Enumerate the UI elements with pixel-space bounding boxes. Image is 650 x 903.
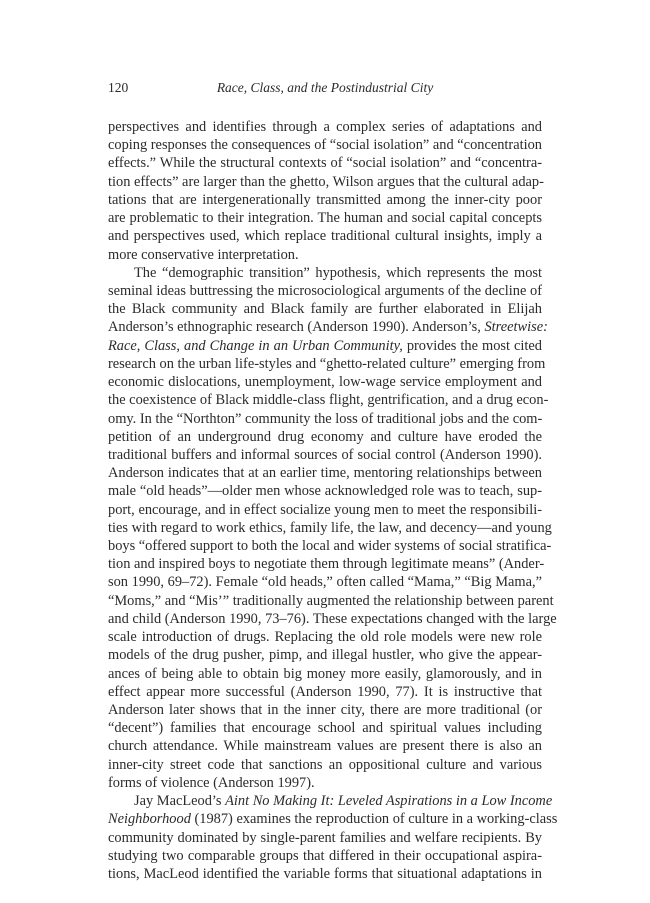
- body-text: [108, 118, 558, 883]
- text-line: inner-city street code that sanctions an oppositional culture and various: [108, 756, 542, 773]
- text-line: “Moms,” and “Mis’” traditionally augmented the relationship between parent: [108, 592, 554, 609]
- text-line: are problematic to their integration. The human and social capital concepts: [108, 210, 542, 227]
- running-head: Race, Class, and the Postindustrial City: [216, 80, 434, 95]
- text-line: son 1990, 69–72). Female “old heads,” often called “Mama,” “Big Mama,”: [108, 574, 542, 591]
- text-line: the coexistence of Black middle-class flight, gentrification, and a drug econ-: [108, 392, 549, 409]
- text-line: [108, 792, 553, 810]
- text-line: scale introduction of drugs. Replacing the old role models were new role: [108, 629, 542, 646]
- italic-title: Streetwise:: [484, 319, 548, 336]
- text-line: studying two comparable groups that differed in their occupational aspira-: [108, 847, 542, 864]
- page-number: 120: [108, 80, 129, 95]
- text-line: tion effects” are larger than the ghetto, Wilson argues that the cultural adap-: [108, 173, 544, 190]
- text-line: traditional buffers and informal sources of social control (Anderson 1990).: [108, 446, 542, 463]
- text-line: Anderson later shows that in the inner city, there are more traditional (or: [108, 702, 542, 718]
- italic-title: Aint No Making It: Leveled Aspirations in a Low Income: [225, 793, 553, 810]
- text-segment: Jay MacLeod’s: [134, 793, 226, 810]
- text-line: more conservative interpretation.: [108, 246, 299, 263]
- text-line: the Black community and Black family are further elaborated in Elijah: [108, 301, 542, 318]
- text-segment: Anderson’s ethnographic research (Anderson 1990). Anderson’s,: [108, 319, 485, 336]
- text-line: ties with regard to work ethics, family life, the law, and decency—and young: [108, 519, 552, 536]
- text-line: effect appear more successful (Anderson 1990, 77). It is instructive that: [108, 683, 542, 700]
- text-line: tations that are intergenerationally transmitted among the inner-city poor: [108, 191, 542, 208]
- text-line: research on the urban life-styles and “ghetto-related culture” emerging from: [108, 355, 546, 372]
- text-line: effects.” While the structural contexts of “social isolation” and “concentra-: [108, 155, 542, 172]
- text-line: [108, 337, 542, 355]
- text-line: and perspectives used, which replace traditional cultural insights, imply a: [108, 228, 542, 245]
- text-line: economic dislocations, unemployment, low-wage service employment and: [108, 374, 542, 391]
- text-line: seminal ideas buttressing the microsociological arguments of the decline of: [108, 282, 542, 299]
- text-line: [108, 810, 558, 828]
- text-line: forms of violence (Anderson 1997).: [108, 774, 315, 791]
- text-line: boys “offered support to both the local and wider systems of social stratifica-: [108, 538, 552, 555]
- text-segment: provides the most cited: [402, 337, 542, 354]
- italic-title: Race, Class, and Change in an Urban Community,: [108, 337, 403, 354]
- text-line: models of the drug pusher, pimp, and illegal hustler, who give the appear-: [108, 647, 542, 664]
- text-line: tions, MacLeod identified the variable forms that situational adaptations in: [108, 865, 542, 882]
- text-line: tion and inspired boys to negotiate them through legitimate means” (Ander-: [108, 556, 545, 573]
- text-line: church attendance. While mainstream values are present there is also an: [108, 738, 542, 755]
- text-line: male “old heads”—older men whose acknowledged role was to teach, sup-: [108, 483, 542, 500]
- text-line: “decent”) families that encourage school and spiritual values including: [108, 720, 542, 737]
- text-line: omy. In the “Northton” community the loss of traditional jobs and the com-: [108, 410, 543, 427]
- text-line: Anderson indicates that at an earlier time, mentoring relationships between: [108, 465, 542, 482]
- text-line: [108, 318, 548, 336]
- text-line: port, encourage, and in effect socialize young men to meet the responsibili-: [108, 501, 542, 518]
- text-line: perspectives and identifies through a complex series of adaptations and: [108, 119, 542, 135]
- text-line: community dominated by single-parent families and welfare recipients. By: [108, 829, 542, 846]
- text-line: coping responses the consequences of “social isolation” and “concentration: [108, 137, 542, 154]
- italic-title: Neighborhood: [108, 811, 191, 828]
- text-segment: (1987) examines the reproduction of culture in a working-class: [190, 811, 558, 828]
- text-line: ances of being able to obtain big money more easily, glamorously, and in: [108, 665, 542, 682]
- text-line: The “demographic transition” hypothesis, which represents the most: [134, 264, 542, 281]
- text-line: petition of an underground drug economy and culture have eroded the: [108, 428, 542, 445]
- page-header: [108, 78, 542, 98]
- text-line: and child (Anderson 1990, 73–76). These expectations changed with the large: [108, 610, 557, 627]
